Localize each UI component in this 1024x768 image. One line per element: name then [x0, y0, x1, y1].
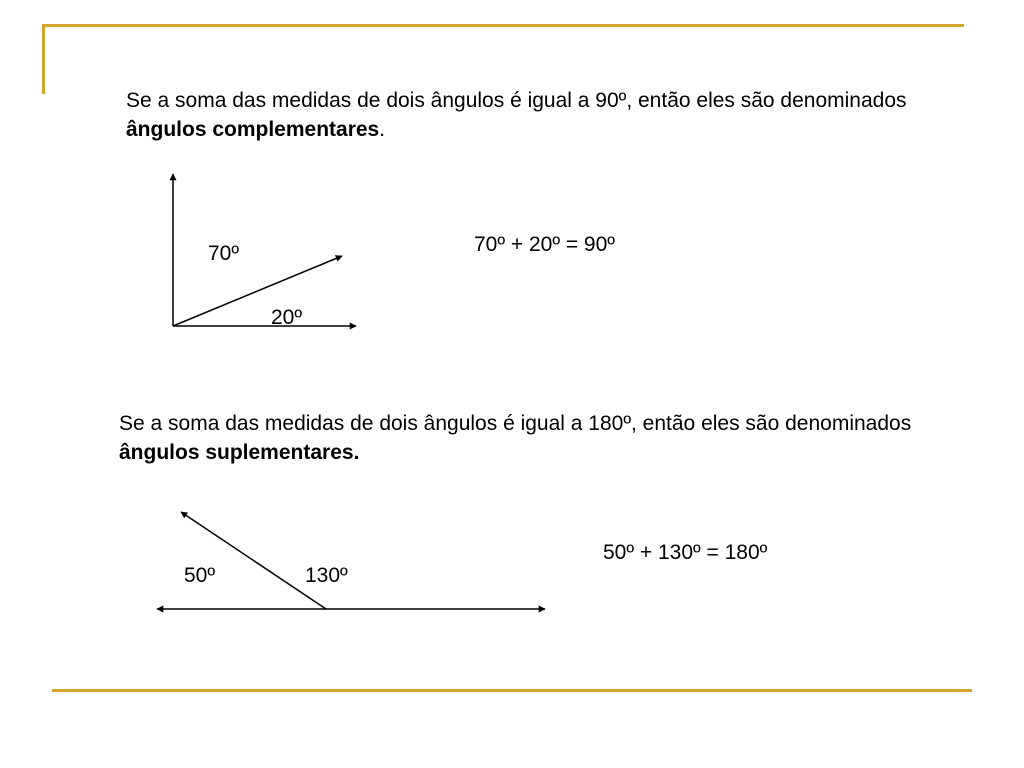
complementary-term: ângulos complementares: [126, 118, 380, 141]
complementary-definition-end: .: [379, 118, 386, 141]
supplementary-oblique-ray: [181, 512, 326, 609]
supplementary-definition-text: Se a soma das medidas de dois ângulos é igual a 180º, então eles são denominados: [119, 412, 912, 435]
angle-label-70: 70º: [208, 242, 240, 265]
supplementary-term: ângulos suplementares.: [119, 441, 360, 464]
complementary-diagonal-ray: [173, 256, 342, 326]
complementary-equation: 70º + 20º = 90º: [474, 233, 615, 256]
angle-label-20: 20º: [271, 306, 303, 329]
complementary-definition-text: Se a soma das medidas de dois ângulos é igual a 90º, então eles são denominados: [126, 89, 907, 112]
supplementary-equation: 50º + 130º = 180º: [603, 541, 768, 564]
angle-label-50: 50º: [184, 564, 216, 587]
supplementary-definition: [119, 409, 939, 467]
angle-label-130: 130º: [305, 564, 348, 587]
